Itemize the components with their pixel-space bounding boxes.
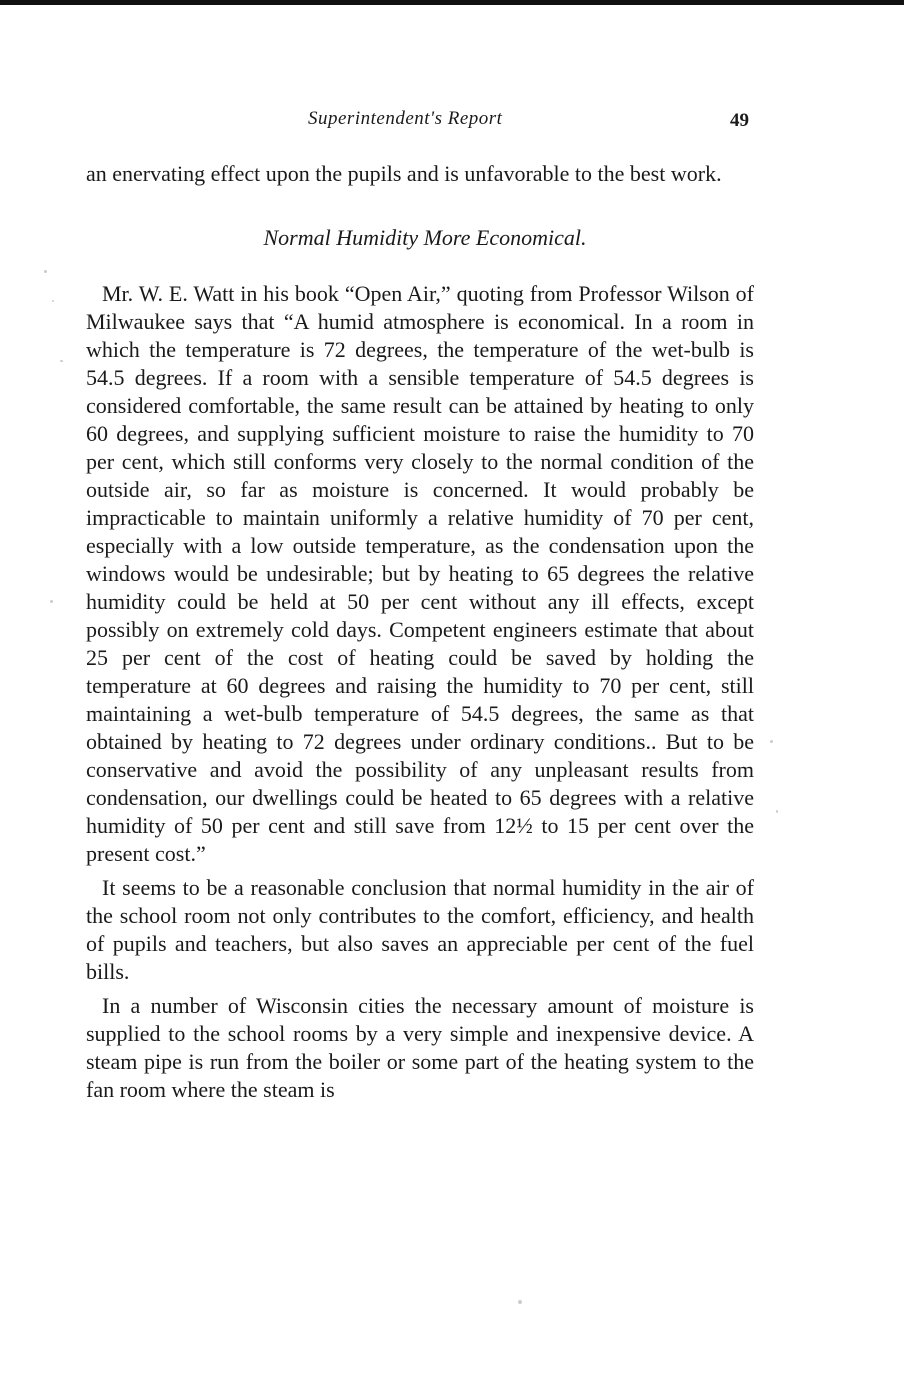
scan-speck	[776, 810, 778, 813]
scan-speck	[770, 740, 773, 743]
scan-speck	[50, 600, 53, 603]
running-head	[0, 108, 904, 134]
scan-speck	[52, 300, 54, 302]
scan-speck	[60, 360, 63, 362]
top-border-rule	[0, 0, 904, 5]
section-heading: Normal Humidity More Economical.	[263, 225, 587, 250]
scan-speck	[518, 1300, 522, 1304]
running-title: Superintendent's Report	[308, 108, 503, 129]
page-body	[86, 160, 754, 1110]
scan-speck	[44, 270, 47, 273]
paragraph-watt-quote: Mr. W. E. Watt in his book “Open Air,” quoting from Professor Wilson of Milwaukee says that “A humid atmosphere is economical. In a room in which the temperature is 72 degrees, the temperature of the wet-bulb is 54.5 degrees. If a room with a sensible temperature of 54.5 degrees is considered comfortable, the same result can be attained by heating to only 60 degrees, and supplying sufficient moisture to raise the humidity to 70 per cent, which still conforms very closely to the normal condition of the outside air, so far as moisture is concerned. It would probably be impracticable to maintain uniformly a relative humidity of 70 per cent, especially with a low outside temperature, as the condensation upon the windows would be undesirable; but by heating to 65 degrees the relative humidity could be held at 50 per cent without any ill effects, except possibly on extremely cold days. Competent engineers estimate that about 25 per cent of the cost of heating could be saved by holding the temperature at 60 degrees and raising the humidity to 70 per cent, still maintaining a wet-bulb temperature of 54.5 degrees, the same as that obtained by heating to 72 degrees under ordinary conditions.. But to be conservative and avoid the possibility of any unpleasant results from condensation, our dwellings could be heated to 65 degrees with a relative humidity of 50 per cent and still save from 12½ to 15 per cent over the present cost.”	[86, 281, 754, 866]
paragraph-wisconsin: In a number of Wisconsin cities the necessary amount of moisture is supplied to the school rooms by a very simple and inexpensive device. A steam pipe is run from the boiler or some part of the heating system to the fan room where the steam is	[86, 993, 754, 1102]
page-number: 49	[730, 110, 749, 131]
continuation-paragraph: an enervating effect upon the pupils and is unfavorable to the best work.	[86, 161, 722, 186]
paragraph-conclusion: It seems to be a reasonable conclusion that normal humidity in the air of the school room not only contributes to the comfort, efficiency, and health of pupils and teachers, but also saves an appreciable per cent of the fuel bills.	[86, 875, 754, 984]
